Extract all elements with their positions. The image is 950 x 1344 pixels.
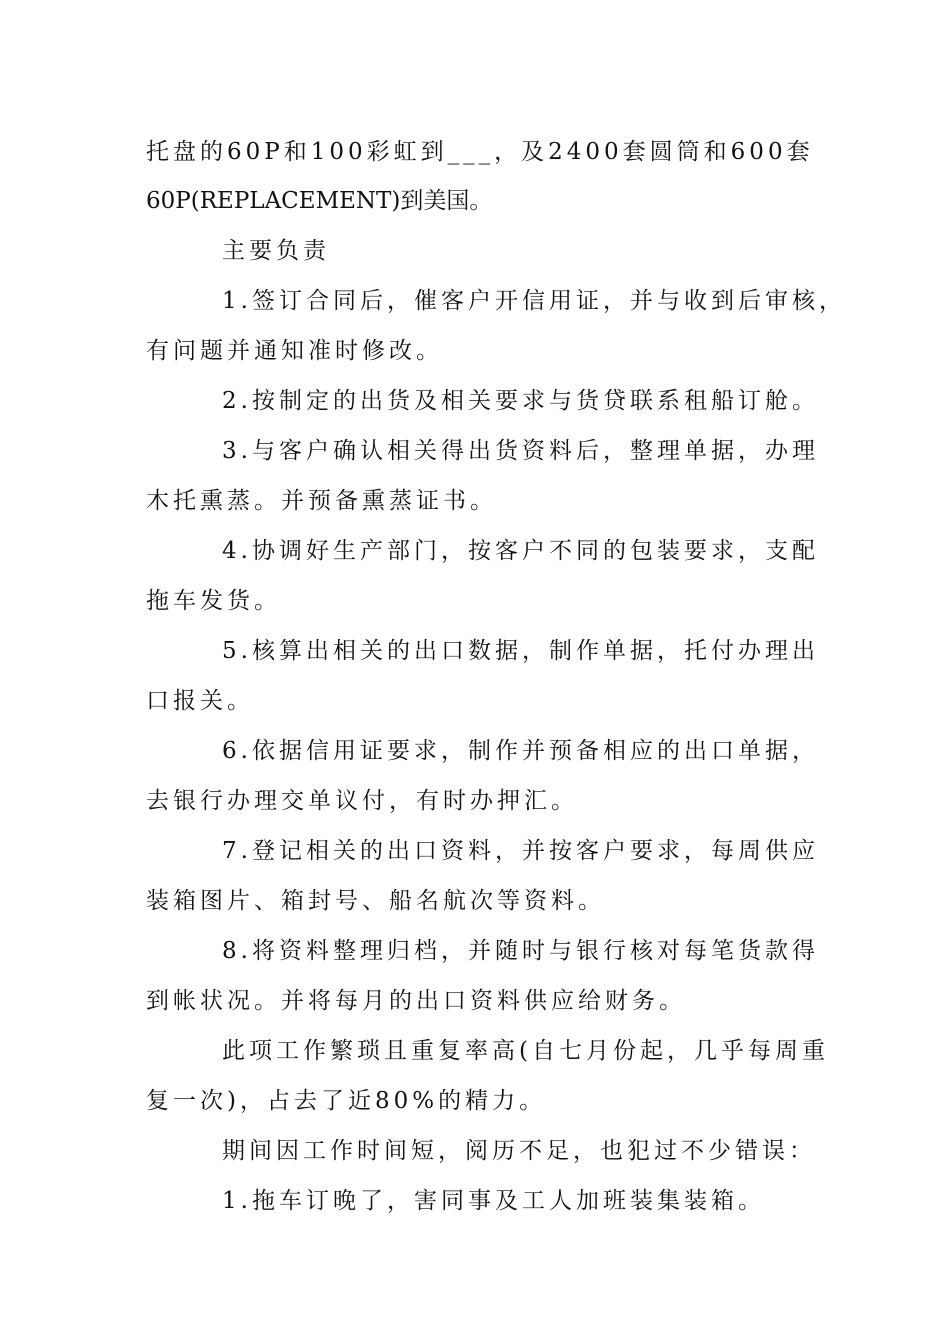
text-line: 复一次)，占去了近80%的精力。 [146,1088,547,1114]
text-line: 8.将资料整理归档，并随时与银行核对每笔货款得 [222,938,819,964]
text-line: 6.依据信用证要求，制作并预备相应的出口单据， [222,738,819,764]
text-line: 到帐状况。并将每月的出口资料供应给财务。 [146,988,686,1014]
text-line: 有问题并通知准时修改。 [146,338,443,364]
text-line: 木托熏蒸。并预备熏蒸证书。 [146,488,497,514]
text-line: 60P(REPLACEMENT)到美国。 [146,188,493,214]
text-line: 7.登记相关的出口资料，并按客户要求，每周供应 [222,838,819,864]
text-line: 4.协调好生产部门，按客户不同的包装要求，支配 [222,538,819,564]
text-line: 5.核算出相关的出口数据，制作单据，托付办理出 [222,638,819,664]
text-line: 装箱图片、箱封号、船名航次等资料。 [146,888,605,914]
text-line: 此项工作繁琐且重复率高(自七月份起，几乎每周重 [222,1038,829,1064]
text-line: 口报关。 [146,688,254,714]
text-line: 拖车发货。 [146,588,281,614]
text-line: 托盘的60P和100彩虹到___，及2400套圆筒和600套 [146,139,814,165]
section-heading: 主要负责 [222,238,330,264]
text-line: 去银行办理交单议付，有时办押汇。 [146,788,578,814]
text-line: 期间因工作时间短，阅历不足，也犯过不少错误： [222,1138,816,1164]
text-line: 1.拖车订晚了，害同事及工人加班装集装箱。 [222,1188,765,1214]
text-line: 1.签订合同后，催客户开信用证，并与收到后审核， [222,288,846,314]
text-line: 3.与客户确认相关得出货资料后，整理单据，办理 [222,438,819,464]
text-line: 2.按制定的出货及相关要求与货贷联系租船订舱。 [222,388,819,414]
